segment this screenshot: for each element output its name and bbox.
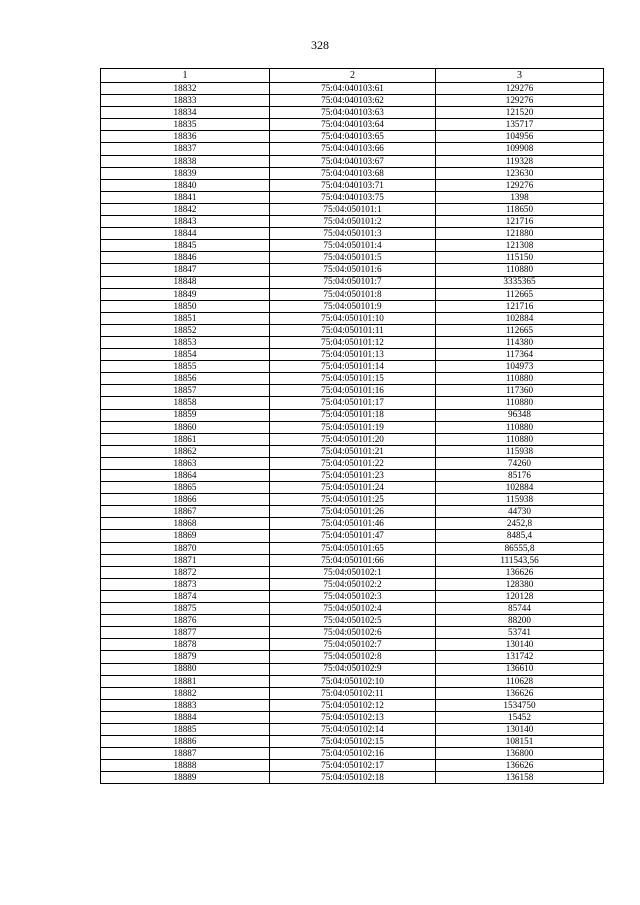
cadastral-number-cell: 75:04:050101:20 — [270, 433, 436, 445]
table-row — [101, 445, 604, 457]
row-number-cell: 18862 — [101, 445, 270, 457]
table-row — [101, 482, 604, 494]
row-number-cell: 18866 — [101, 494, 270, 506]
row-number-cell: 18834 — [101, 107, 270, 119]
row-number-cell: 18838 — [101, 155, 270, 167]
table-row — [101, 760, 604, 772]
table-body — [101, 83, 604, 784]
row-number-cell: 18846 — [101, 252, 270, 264]
table-row — [101, 470, 604, 482]
value-cell: 110880 — [436, 421, 604, 433]
row-number-cell: 18848 — [101, 276, 270, 288]
cadastral-number-cell: 75:04:040103:75 — [270, 191, 436, 203]
table-row — [101, 506, 604, 518]
value-cell: 121308 — [436, 240, 604, 252]
cadastral-number-cell: 75:04:050102:18 — [270, 772, 436, 784]
cadastral-number-cell: 75:04:050101:24 — [270, 482, 436, 494]
cadastral-number-cell: 75:04:050102:2 — [270, 578, 436, 590]
cadastral-number-cell: 75:04:050102:4 — [270, 603, 436, 615]
cadastral-number-cell: 75:04:050102:7 — [270, 639, 436, 651]
row-number-cell: 18871 — [101, 554, 270, 566]
table-row — [101, 119, 604, 131]
row-number-cell: 18852 — [101, 324, 270, 336]
row-number-cell: 18854 — [101, 349, 270, 361]
value-cell: 112665 — [436, 324, 604, 336]
table-row — [101, 699, 604, 711]
table-header — [101, 69, 604, 83]
value-cell: 128380 — [436, 578, 604, 590]
value-cell: 110880 — [436, 397, 604, 409]
value-cell: 102884 — [436, 312, 604, 324]
cadastral-number-cell: 75:04:050102:12 — [270, 699, 436, 711]
value-cell: 129276 — [436, 95, 604, 107]
row-number-cell: 18853 — [101, 336, 270, 348]
table-row — [101, 107, 604, 119]
cadastral-number-cell: 75:04:050101:10 — [270, 312, 436, 324]
cadastral-number-cell: 75:04:050101:46 — [270, 518, 436, 530]
table-row — [101, 203, 604, 215]
value-cell: 1398 — [436, 191, 604, 203]
row-number-cell: 18878 — [101, 639, 270, 651]
value-cell: 119328 — [436, 155, 604, 167]
cadastral-number-cell: 75:04:050101:17 — [270, 397, 436, 409]
value-cell: 85176 — [436, 470, 604, 482]
value-cell: 136800 — [436, 748, 604, 760]
table-row — [101, 228, 604, 240]
table-row — [101, 723, 604, 735]
cadastral-number-cell: 75:04:050101:18 — [270, 409, 436, 421]
value-cell: 85744 — [436, 603, 604, 615]
cadastral-number-cell: 75:04:050101:21 — [270, 445, 436, 457]
value-cell: 136626 — [436, 566, 604, 578]
table-row — [101, 663, 604, 675]
value-cell: 114380 — [436, 336, 604, 348]
cadastral-number-cell: 75:04:040103:71 — [270, 179, 436, 191]
table-row — [101, 361, 604, 373]
table-row — [101, 554, 604, 566]
value-cell: 121520 — [436, 107, 604, 119]
table-row — [101, 675, 604, 687]
value-cell: 136158 — [436, 772, 604, 784]
cadastral-number-cell: 75:04:050102:9 — [270, 663, 436, 675]
table-row — [101, 772, 604, 784]
value-cell: 15452 — [436, 711, 604, 723]
cadastral-number-cell: 75:04:050101:5 — [270, 252, 436, 264]
value-cell: 8485,4 — [436, 530, 604, 542]
row-number-cell: 18841 — [101, 191, 270, 203]
table-row — [101, 397, 604, 409]
row-number-cell: 18877 — [101, 627, 270, 639]
value-cell: 102884 — [436, 482, 604, 494]
value-cell: 108151 — [436, 736, 604, 748]
value-cell: 111543,56 — [436, 554, 604, 566]
table-row — [101, 143, 604, 155]
table-row — [101, 639, 604, 651]
row-number-cell: 18869 — [101, 530, 270, 542]
cadastral-number-cell: 75:04:040103:62 — [270, 95, 436, 107]
table-row — [101, 627, 604, 639]
value-cell: 136610 — [436, 663, 604, 675]
cadastral-number-cell: 75:04:050101:2 — [270, 216, 436, 228]
table-row — [101, 530, 604, 542]
column-header-3: 3 — [436, 69, 604, 83]
table-row — [101, 276, 604, 288]
cadastral-number-cell: 75:04:050102:16 — [270, 748, 436, 760]
row-number-cell: 18845 — [101, 240, 270, 252]
table-row — [101, 542, 604, 554]
value-cell: 110880 — [436, 264, 604, 276]
row-number-cell: 18868 — [101, 518, 270, 530]
value-cell: 135717 — [436, 119, 604, 131]
value-cell: 120128 — [436, 590, 604, 602]
table-row — [101, 736, 604, 748]
row-number-cell: 18872 — [101, 566, 270, 578]
row-number-cell: 18888 — [101, 760, 270, 772]
row-number-cell: 18889 — [101, 772, 270, 784]
cadastral-number-cell: 75:04:050101:14 — [270, 361, 436, 373]
value-cell: 3335365 — [436, 276, 604, 288]
cadastral-number-cell: 75:04:050102:1 — [270, 566, 436, 578]
table-row — [101, 603, 604, 615]
row-number-cell: 18860 — [101, 421, 270, 433]
cadastral-number-cell: 75:04:050101:3 — [270, 228, 436, 240]
cadastral-number-cell: 75:04:050101:65 — [270, 542, 436, 554]
cadastral-number-cell: 75:04:050101:15 — [270, 373, 436, 385]
table-row — [101, 252, 604, 264]
row-number-cell: 18874 — [101, 590, 270, 602]
value-cell: 104956 — [436, 131, 604, 143]
row-number-cell: 18885 — [101, 723, 270, 735]
table-row — [101, 590, 604, 602]
cadastral-number-cell: 75:04:050101:19 — [270, 421, 436, 433]
cadastral-number-cell: 75:04:050101:9 — [270, 300, 436, 312]
row-number-cell: 18873 — [101, 578, 270, 590]
data-table — [100, 68, 604, 784]
cadastral-number-cell: 75:04:050102:6 — [270, 627, 436, 639]
value-cell: 88200 — [436, 615, 604, 627]
row-number-cell: 18858 — [101, 397, 270, 409]
value-cell: 131742 — [436, 651, 604, 663]
row-number-cell: 18844 — [101, 228, 270, 240]
row-number-cell: 18856 — [101, 373, 270, 385]
cadastral-number-cell: 75:04:050102:3 — [270, 590, 436, 602]
row-number-cell: 18855 — [101, 361, 270, 373]
value-cell: 104973 — [436, 361, 604, 373]
value-cell: 136626 — [436, 760, 604, 772]
table-row — [101, 748, 604, 760]
row-number-cell: 18865 — [101, 482, 270, 494]
row-number-cell: 18881 — [101, 675, 270, 687]
value-cell: 117360 — [436, 385, 604, 397]
column-header-1: 1 — [101, 69, 270, 83]
cadastral-number-cell: 75:04:040103:67 — [270, 155, 436, 167]
value-cell: 44730 — [436, 506, 604, 518]
cadastral-number-cell: 75:04:050101:12 — [270, 336, 436, 348]
row-number-cell: 18870 — [101, 542, 270, 554]
value-cell: 2452,8 — [436, 518, 604, 530]
cadastral-number-cell: 75:04:040103:65 — [270, 131, 436, 143]
value-cell: 121880 — [436, 228, 604, 240]
row-number-cell: 18840 — [101, 179, 270, 191]
cadastral-number-cell: 75:04:050101:1 — [270, 203, 436, 215]
cadastral-number-cell: 75:04:040103:68 — [270, 167, 436, 179]
table-row — [101, 385, 604, 397]
value-cell: 123630 — [436, 167, 604, 179]
row-number-cell: 18837 — [101, 143, 270, 155]
cadastral-number-cell: 75:04:040103:64 — [270, 119, 436, 131]
row-number-cell: 18882 — [101, 687, 270, 699]
table-row — [101, 83, 604, 95]
row-number-cell: 18850 — [101, 300, 270, 312]
table-row — [101, 566, 604, 578]
table-row — [101, 494, 604, 506]
table-row — [101, 687, 604, 699]
value-cell: 129276 — [436, 83, 604, 95]
row-number-cell: 18851 — [101, 312, 270, 324]
cadastral-number-cell: 75:04:050101:26 — [270, 506, 436, 518]
table-row — [101, 216, 604, 228]
table-row — [101, 312, 604, 324]
value-cell: 121716 — [436, 300, 604, 312]
table-row — [101, 336, 604, 348]
row-number-cell: 18875 — [101, 603, 270, 615]
value-cell: 117364 — [436, 349, 604, 361]
cadastral-number-cell: 75:04:050101:22 — [270, 457, 436, 469]
cadastral-number-cell: 75:04:040103:63 — [270, 107, 436, 119]
page-number: 328 — [311, 38, 329, 52]
table-row — [101, 179, 604, 191]
table-row — [101, 300, 604, 312]
row-number-cell: 18879 — [101, 651, 270, 663]
cadastral-number-cell: 75:04:050101:7 — [270, 276, 436, 288]
value-cell: 121716 — [436, 216, 604, 228]
table-row — [101, 264, 604, 276]
cadastral-number-cell: 75:04:050101:6 — [270, 264, 436, 276]
table-row — [101, 167, 604, 179]
row-number-cell: 18886 — [101, 736, 270, 748]
cadastral-number-cell: 75:04:050101:11 — [270, 324, 436, 336]
row-number-cell: 18867 — [101, 506, 270, 518]
table-row — [101, 155, 604, 167]
value-cell: 118650 — [436, 203, 604, 215]
value-cell: 1534750 — [436, 699, 604, 711]
value-cell: 86555,8 — [436, 542, 604, 554]
value-cell: 112665 — [436, 288, 604, 300]
row-number-cell: 18864 — [101, 470, 270, 482]
cadastral-number-cell: 75:04:050102:17 — [270, 760, 436, 772]
cadastral-number-cell: 75:04:050101:16 — [270, 385, 436, 397]
value-cell: 136626 — [436, 687, 604, 699]
value-cell: 109908 — [436, 143, 604, 155]
value-cell: 115938 — [436, 494, 604, 506]
table-row — [101, 240, 604, 252]
row-number-cell: 18847 — [101, 264, 270, 276]
cadastral-number-cell: 75:04:050102:10 — [270, 675, 436, 687]
row-number-cell: 18887 — [101, 748, 270, 760]
value-cell: 129276 — [436, 179, 604, 191]
cadastral-number-cell: 75:04:050102:14 — [270, 723, 436, 735]
cadastral-number-cell: 75:04:050102:8 — [270, 651, 436, 663]
cadastral-number-cell: 75:04:050102:11 — [270, 687, 436, 699]
value-cell: 110628 — [436, 675, 604, 687]
value-cell: 53741 — [436, 627, 604, 639]
row-number-cell: 18835 — [101, 119, 270, 131]
row-number-cell: 18833 — [101, 95, 270, 107]
row-number-cell: 18884 — [101, 711, 270, 723]
value-cell: 130140 — [436, 639, 604, 651]
value-cell: 74260 — [436, 457, 604, 469]
value-cell: 130140 — [436, 723, 604, 735]
cadastral-number-cell: 75:04:050101:4 — [270, 240, 436, 252]
table-row — [101, 95, 604, 107]
cadastral-number-cell: 75:04:050101:23 — [270, 470, 436, 482]
cadastral-number-cell: 75:04:050102:15 — [270, 736, 436, 748]
cadastral-number-cell: 75:04:040103:61 — [270, 83, 436, 95]
table-row — [101, 131, 604, 143]
row-number-cell: 18883 — [101, 699, 270, 711]
table-row — [101, 288, 604, 300]
row-number-cell: 18849 — [101, 288, 270, 300]
table-row — [101, 433, 604, 445]
table-row — [101, 651, 604, 663]
cadastral-number-cell: 75:04:050101:13 — [270, 349, 436, 361]
row-number-cell: 18880 — [101, 663, 270, 675]
value-cell: 110880 — [436, 433, 604, 445]
table-row — [101, 191, 604, 203]
column-header-2: 2 — [270, 69, 436, 83]
row-number-cell: 18861 — [101, 433, 270, 445]
cadastral-number-cell: 75:04:050101:25 — [270, 494, 436, 506]
row-number-cell: 18842 — [101, 203, 270, 215]
cadastral-number-cell: 75:04:050101:8 — [270, 288, 436, 300]
value-cell: 115938 — [436, 445, 604, 457]
cadastral-number-cell: 75:04:050101:66 — [270, 554, 436, 566]
value-cell: 110880 — [436, 373, 604, 385]
row-number-cell: 18839 — [101, 167, 270, 179]
table-row — [101, 421, 604, 433]
row-number-cell: 18836 — [101, 131, 270, 143]
table-row — [101, 457, 604, 469]
cadastral-number-cell: 75:04:050102:13 — [270, 711, 436, 723]
table-row — [101, 349, 604, 361]
cadastral-number-cell: 75:04:050102:5 — [270, 615, 436, 627]
table-row — [101, 615, 604, 627]
row-number-cell: 18859 — [101, 409, 270, 421]
header-row — [101, 69, 604, 83]
cadastral-number-cell: 75:04:050101:47 — [270, 530, 436, 542]
cadastral-number-cell: 75:04:040103:66 — [270, 143, 436, 155]
table-row — [101, 409, 604, 421]
table-row — [101, 324, 604, 336]
value-cell: 115150 — [436, 252, 604, 264]
row-number-cell: 18863 — [101, 457, 270, 469]
row-number-cell: 18843 — [101, 216, 270, 228]
value-cell: 96348 — [436, 409, 604, 421]
table-row — [101, 373, 604, 385]
row-number-cell: 18832 — [101, 83, 270, 95]
table-row — [101, 518, 604, 530]
table-row — [101, 578, 604, 590]
row-number-cell: 18876 — [101, 615, 270, 627]
table-row — [101, 711, 604, 723]
row-number-cell: 18857 — [101, 385, 270, 397]
